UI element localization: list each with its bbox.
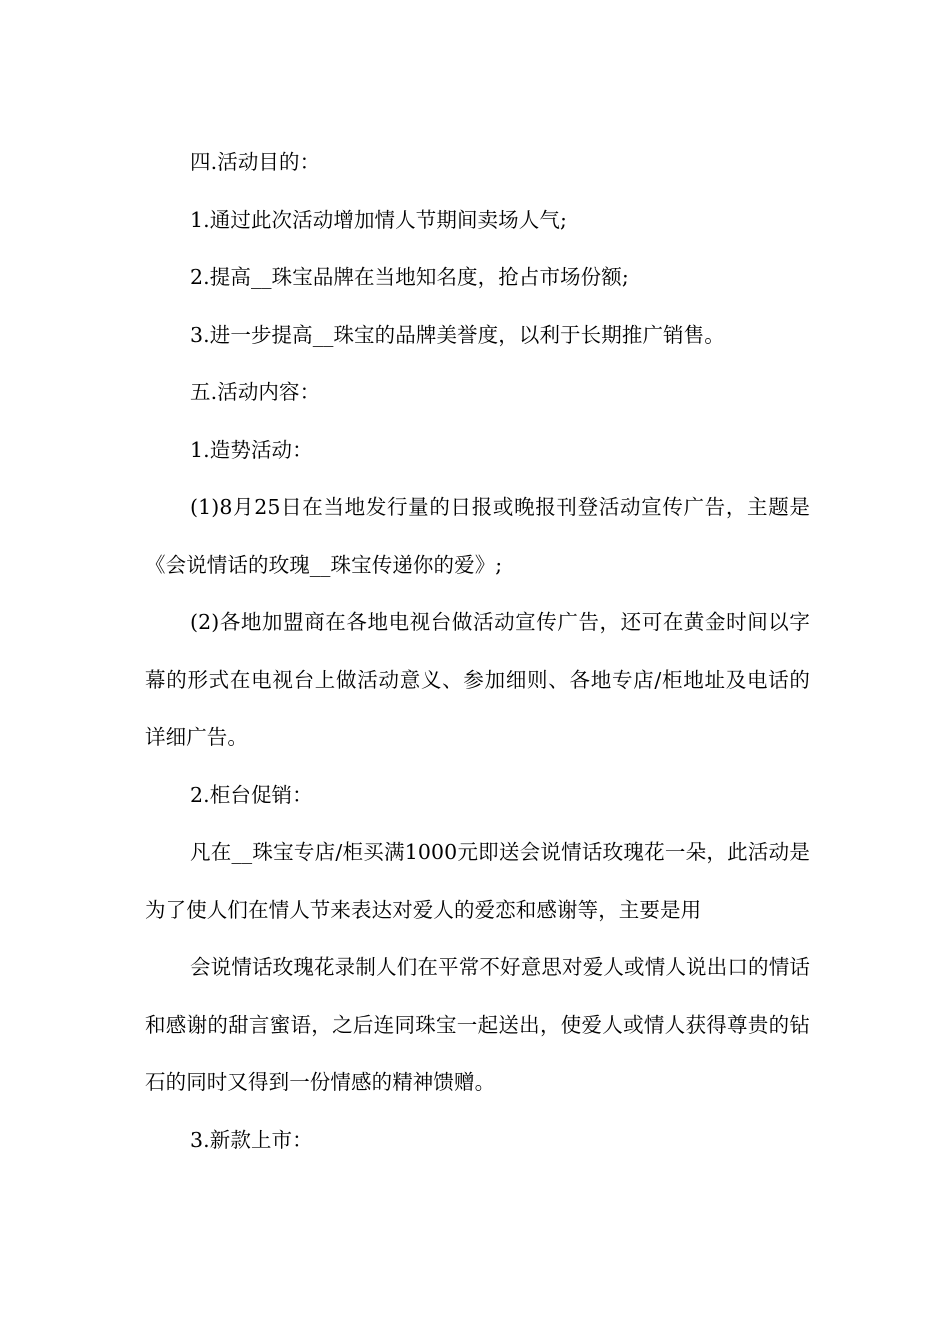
heading-activity-purpose: 四.活动目的： [190, 150, 321, 174]
heading-activity-content: 五.活动内容： [190, 380, 321, 404]
buzz-item-1: (1)8月25日在当地发行量的日报或晚报刊登活动宣传广告，主题是《会说情话的玫瑰__珠宝传递你的爱》; [145, 495, 810, 577]
purpose-item-3: 3.进一步提高__珠宝的品牌美誉度，以利于长期推广销售。 [190, 322, 725, 347]
promotion-paragraph-2: 会说情话玫瑰花录制人们在平常不好意思对爱人或情人说出口的情话和感谢的甜言蜜语，之后连同珠宝一起送出，使爱人或情人获得尊贵的钻石的同时又得到一份情感的精神馈赠。 [145, 955, 810, 1094]
purpose-item-1: 1.通过此次活动增加情人节期间卖场人气; [190, 207, 567, 232]
promotion-paragraph-1: 凡在__珠宝专店/柜买满1000元即送会说情话玫瑰花一朵，此活动是为了使人们在情人节来表达对爱人的爱恋和感谢等，主要是用 [145, 840, 810, 922]
subheading-counter-promotion: 2.柜台促销： [190, 782, 313, 807]
buzz-item-2: (2)各地加盟商在各地电视台做活动宣传广告，还可在黄金时间以字幕的形式在电视台上做活动意义、参加细则、各地专店/柜地址及电话的详细广告。 [145, 610, 810, 749]
document-body [145, 134, 810, 1169]
subheading-buzz-campaign: 1.造势活动： [190, 437, 313, 462]
purpose-item-2: 2.提高__珠宝品牌在当地知名度，抢占市场份额; [190, 265, 629, 289]
subheading-new-arrivals: 3.新款上市： [190, 1127, 313, 1152]
